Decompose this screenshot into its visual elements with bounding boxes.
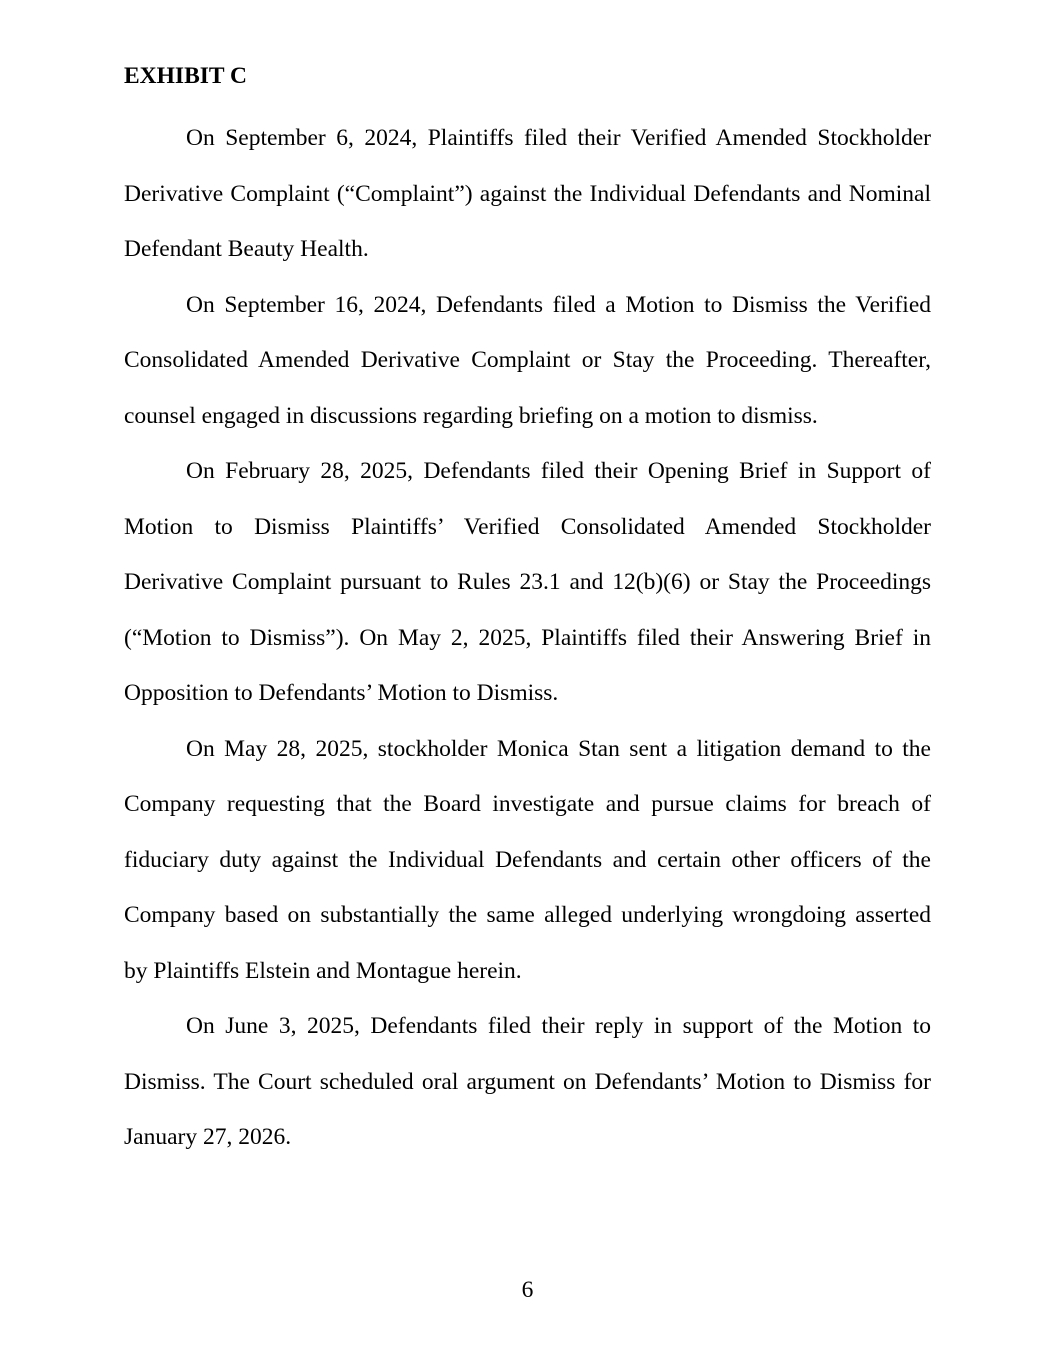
paragraph	[124, 444, 931, 722]
paragraph-line: On February 28, 2025, Defendants filed their Opening Brief in Support of	[186, 458, 931, 484]
paragraph-line: Defendant Beauty Health.	[124, 236, 369, 262]
page-number: 6	[521, 1277, 534, 1303]
paragraph-line: On June 3, 2025, Defendants filed their reply in support of the Motion to	[186, 1013, 931, 1039]
paragraph-line: Motion to Dismiss Plaintiffs’ Verified Consolidated Amended Stockholder	[124, 513, 931, 540]
paragraph-line: Derivative Complaint (“Complaint”) against the Individual Defendants and Nominal	[124, 180, 931, 207]
paragraph-line: Company requesting that the Board investigate and pursue claims for breach of	[124, 791, 931, 817]
paragraph-line: Consolidated Amended Derivative Complaint or Stay the Proceeding. Thereafter,	[124, 347, 931, 373]
paragraph-line: Company based on substantially the same alleged underlying wrongdoing asserted	[124, 902, 931, 928]
paragraph-line: counsel engaged in discussions regarding briefing on a motion to dismiss.	[124, 402, 818, 429]
paragraph-line: On September 16, 2024, Defendants filed a Motion to Dismiss the Verified	[186, 291, 931, 318]
paragraph-line: January 27, 2026.	[124, 1124, 292, 1150]
paragraph-line: Derivative Complaint pursuant to Rules 23.1 and 12(b)(6) or Stay the Proceedings	[124, 569, 931, 595]
paragraph-line: On September 6, 2024, Plaintiffs filed their Verified Amended Stockholder	[186, 125, 931, 151]
paragraph	[124, 722, 931, 1000]
paragraph	[124, 999, 931, 1166]
paragraph-line: fiduciary duty against the Individual Defendants and certain other officers of the	[124, 846, 931, 873]
paragraph	[124, 111, 931, 278]
paragraph-line: Opposition to Defendants’ Motion to Dismiss.	[124, 680, 559, 706]
paragraph-line: On May 28, 2025, stockholder Monica Stan sent a litigation demand to the	[186, 735, 931, 762]
paragraph-line: by Plaintiffs Elstein and Montague herein.	[124, 957, 522, 984]
paragraph	[124, 278, 931, 445]
exhibit-heading: EXHIBIT C	[124, 63, 247, 89]
document-body	[124, 111, 931, 1166]
paragraph-line: Dismiss. The Court scheduled oral argument on Defendants’ Motion to Dismiss for	[124, 1068, 931, 1095]
paragraph-line: (“Motion to Dismiss”). On May 2, 2025, Plaintiffs filed their Answering Brief in	[124, 624, 931, 651]
